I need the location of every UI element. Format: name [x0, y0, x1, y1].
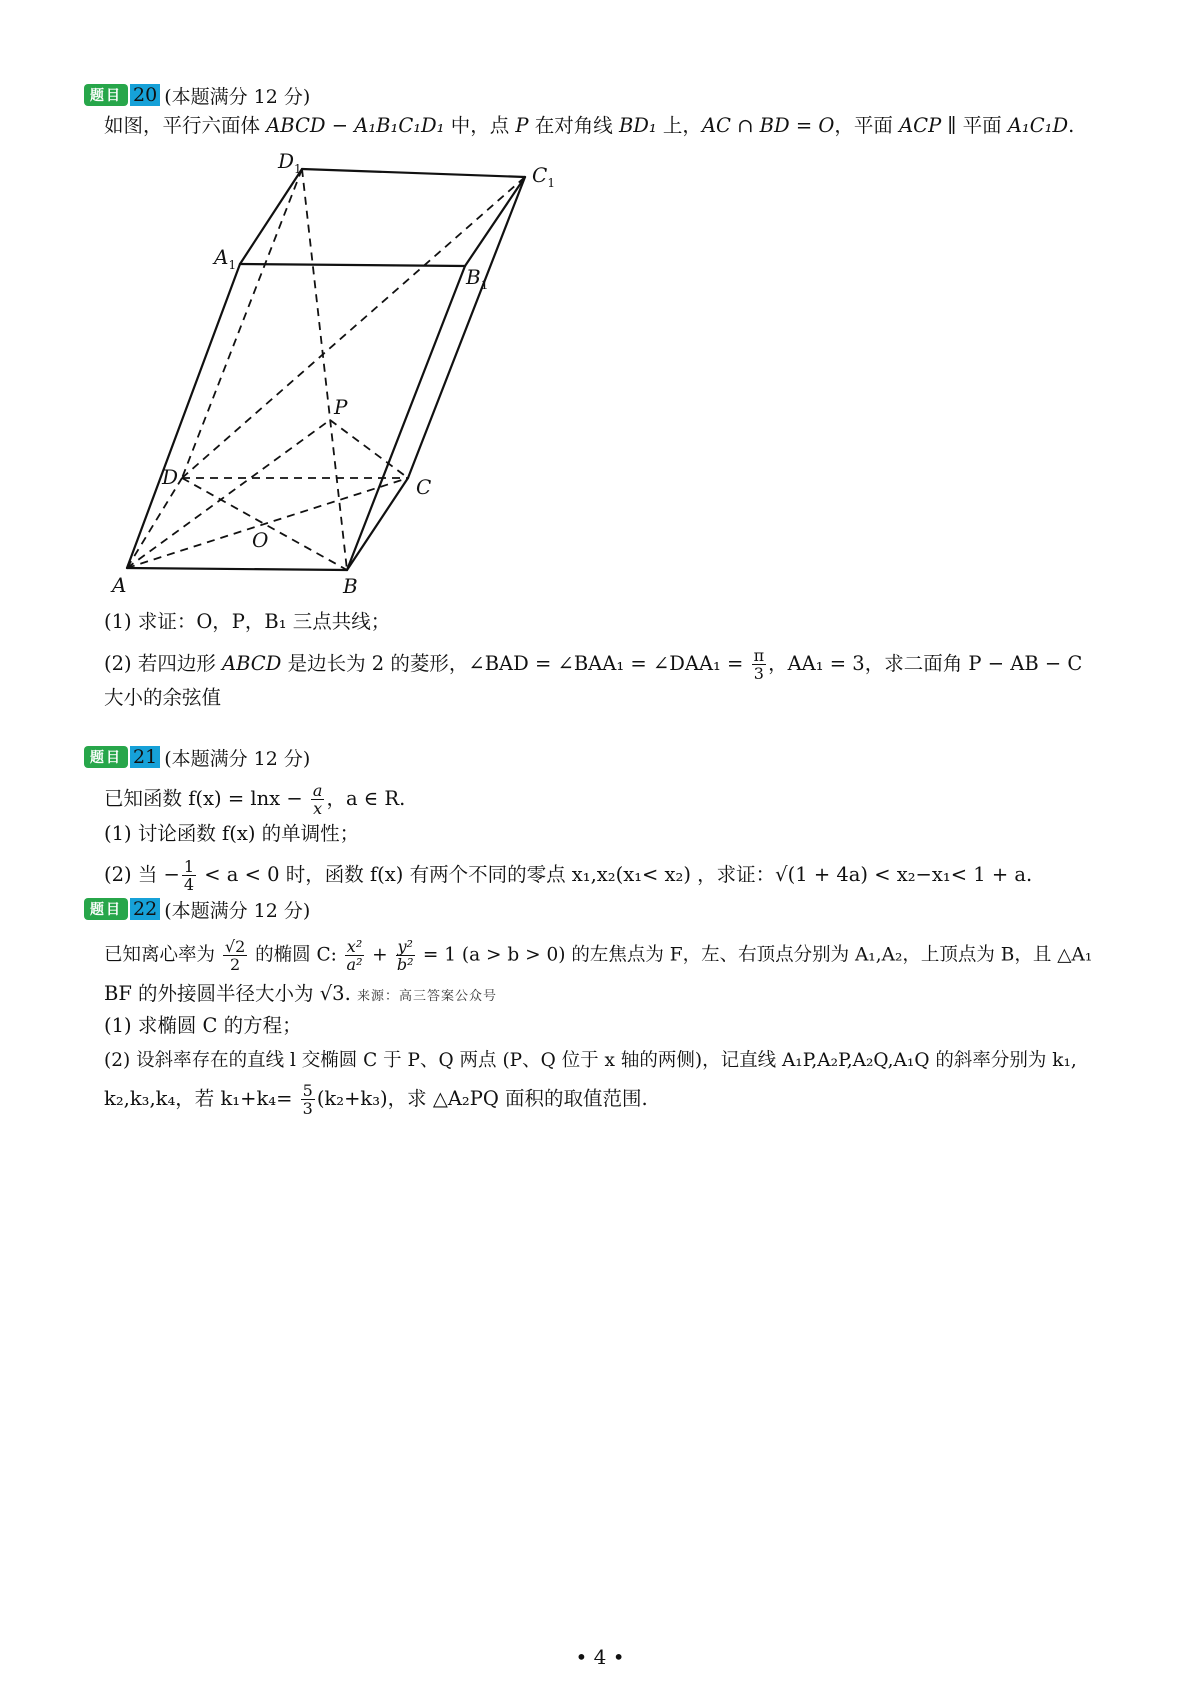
fraction: $\frac{a}{x}$ — [312, 781, 323, 818]
page-number: • 4 • — [575, 1645, 625, 1669]
q22-part2-line2: k₂,k₃,k₄，若 k₁+k₄= $\frac{5}{3}$ (k₂+k₃)，求 △A₂PQ 面积的取值范围. — [104, 1081, 648, 1118]
label-D1: $D_1$ — [278, 150, 302, 176]
q21-part2: (2) 当 − $\frac{1}{4}$ < a < 0 时，函数 f(x) 有两个不同的零点 x₁,x₂(x₁< x₂) ，求证：√(1 + 4a) < x₂−x₁< 1 + a. — [104, 857, 1033, 894]
question-score: (本题满分 12 分) — [164, 747, 311, 770]
q22-part1: (1) 求椭圆 C 的方程； — [104, 1014, 302, 1037]
q22-stem-line2: BF 的外接圆半径大小为 √3. 来源：高三答案公众号 — [104, 982, 498, 1005]
fraction: $\frac{\pi}{3}$ — [753, 646, 765, 683]
q20-stem: 如图，平行六面体 ABCD − A₁B₁C₁D₁ 中，点 P 在对角线 BD₁ 上，AC ∩ BD = O，平面 ACP ∥ 平面 A₁C₁D. — [104, 114, 1075, 137]
question-22-header — [84, 896, 310, 922]
q20-part2: (2) 若四边形 ABCD 是边长为 2 的菱形，∠BAD = ∠BAA₁ = ∠DAA₁ = $\frac{\pi}{3}$ ，AA₁ = 3，求二面角 P − AB − C — [104, 646, 1083, 683]
q22-stem-line1: 已知离心率为 $\frac{√2}{2}$ 的椭圆 C: $\frac{\text{x²}}{\text{a²}}$ + $\frac{\text{y²}}{\text{b²}}$ = 1 (a > b > 0) 的左焦点为 F，左、右顶点分别为 A₁,A₂，上顶点为 B，且 △A₁ — [104, 937, 1093, 974]
q20-part1: (1) 求证：O，P，B₁ 三点共线； — [104, 610, 391, 633]
question-21-header — [84, 744, 310, 770]
question-score: (本题满分 12 分) — [164, 899, 311, 922]
q21-stem: 已知函数 f(x) = lnx − $\frac{a}{x}$ ，a ∈ R. — [104, 781, 406, 818]
fraction: $\frac{5}{3}$ — [302, 1081, 313, 1118]
question-number: 21 — [130, 746, 160, 768]
label-B: B — [343, 574, 358, 598]
question-number: 22 — [130, 898, 160, 920]
label-O: O — [252, 528, 269, 552]
question-number: 20 — [130, 84, 160, 106]
label-A: A — [112, 573, 127, 597]
q20-part2-cont: 大小的余弦值 — [104, 686, 222, 709]
q21-part1: (1) 讨论函数 f(x) 的单调性； — [104, 822, 360, 845]
question-20-header — [84, 82, 310, 108]
label-C: C — [416, 475, 432, 499]
question-score: (本题满分 12 分) — [164, 85, 311, 108]
fraction: $\frac{\text{y²}}{\text{b²}}$ — [396, 937, 414, 974]
question-tag: 题目 — [84, 898, 128, 920]
q22-part2-line1: (2) 设斜率存在的直线 l 交椭圆 C 于 P、Q 两点 (P、Q 位于 x 轴的两侧)，记直线 A₁P,A₂P,A₂Q,A₁Q 的斜率分别为 k₁, — [104, 1050, 1077, 1071]
parallelepiped-figure — [100, 150, 580, 600]
fraction: $\frac{1}{4}$ — [183, 857, 195, 894]
fraction: $\frac{√2}{2}$ — [224, 937, 246, 974]
label-P: P — [334, 395, 348, 419]
label-C1: $C_1$ — [532, 163, 555, 190]
source-note: 来源：高三答案公众号 — [357, 989, 498, 1004]
fraction: $\frac{\text{x²}}{\text{a²}}$ — [346, 937, 363, 974]
label-B1: $B_1$ — [466, 265, 489, 292]
label-D: D — [162, 465, 179, 489]
label-A1: $A_1$ — [214, 245, 237, 272]
question-tag: 题目 — [84, 84, 128, 106]
question-tag: 题目 — [84, 746, 128, 768]
